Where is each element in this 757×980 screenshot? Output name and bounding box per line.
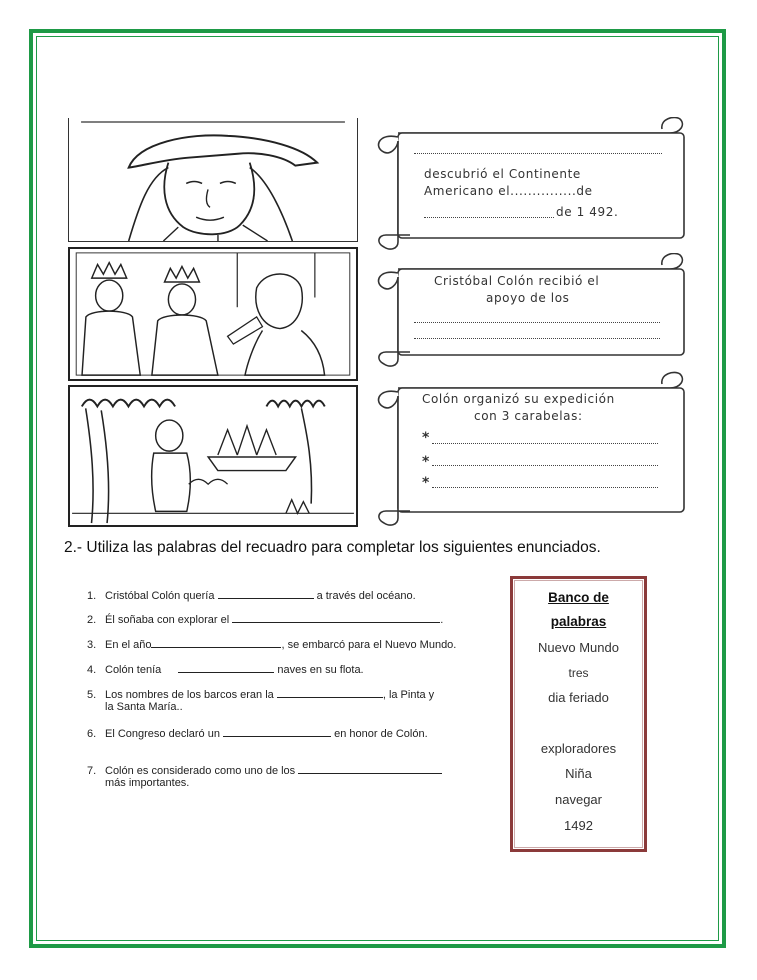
exercise-number: 1. [87,590,97,602]
exercise-text-after: naves en su flota. [277,664,364,676]
scroll-1-line-2: Americano el...............de [424,184,593,198]
columbus-portrait-image [68,118,358,242]
scroll-3-bullet-2: * [422,454,430,470]
scroll-3-blank-2[interactable] [432,465,658,466]
word-bank-title-line-1: Banco de [548,590,609,605]
exercise-item-5-continuation: la Santa María.. [105,701,183,713]
exercise-item-7 [87,764,442,777]
word-bank-word: exploradores [540,741,617,756]
scroll-3-line-1: Colón organizó su expedición [422,392,615,406]
exercise-blank[interactable] [178,663,274,673]
exercise-item-3 [87,638,456,651]
exercise-text-after: . [440,614,444,626]
word-bank-word: Nuevo Mundo [538,640,619,655]
scroll-2-blank-2[interactable] [414,338,660,339]
scroll-3-line-2: con 3 carabelas: [474,409,583,423]
exercise-blank[interactable] [151,638,281,648]
scroll-2-blank-1[interactable] [414,322,660,323]
exercise-item-6 [87,727,428,740]
scroll-2-line-2: apoyo de los [486,291,570,305]
exercise-item-5 [87,688,434,701]
exercise-number: 7. [87,765,97,777]
exercise-item-2 [87,613,443,626]
word-bank-word: tres [568,666,589,680]
exercise-number: 4. [87,664,97,676]
exercise-blank[interactable] [218,589,314,599]
exercise-text-before: El Congreso declaró un [105,728,220,740]
catholic-monarchs-drawing [70,249,356,379]
exercise-text-before: Cristóbal Colón quería [105,590,215,602]
scroll-card-3 [370,370,690,530]
exercise-number: 5. [87,689,97,701]
exercise-blank[interactable] [298,764,442,774]
word-bank-word: Niña [565,766,592,781]
scroll-card-2 [370,253,690,368]
catholic-monarchs-image [68,247,358,381]
instruction-text: 2.- Utiliza las palabras del recuadro para completar los siguientes enunciados. [64,539,601,556]
columbus-ships-image [68,385,358,527]
scroll-3-bullet-1: * [422,430,430,446]
columbus-ships-drawing [70,387,356,525]
exercise-text-after: a través del océano. [316,590,416,602]
scroll-3-blank-1[interactable] [432,443,658,444]
word-bank-word: dia feriado [548,690,609,705]
scroll-1-blank-1[interactable] [414,153,662,154]
word-bank-word: navegar [555,792,602,807]
scroll-3-bullet-3: * [422,475,430,491]
exercise-blank[interactable] [232,613,440,623]
exercise-blank[interactable] [277,688,383,698]
columbus-portrait-drawing [69,118,357,241]
exercise-number: 3. [87,639,97,651]
exercise-text-after: , la Pinta y [382,689,435,701]
exercise-item-1 [87,589,416,602]
scroll-1-blank-2[interactable] [424,217,554,218]
exercise-number: 2. [87,614,97,626]
exercise-text-before: En el año [105,639,152,651]
scroll-2-line-1: Cristóbal Colón recibió el [434,274,600,288]
exercise-number: 6. [87,728,97,740]
exercise-text-before: Él soñaba con explorar el [105,614,230,626]
scroll-card-1 [370,117,690,252]
exercise-item-7-continuation: más importantes. [105,777,190,789]
exercise-text-before: Colón es considerado como uno de los [105,765,296,777]
word-bank-title-line-2: palabras [550,614,607,629]
scroll-shape-2 [370,253,690,368]
exercise-text-after: , se embarcó para el Nuevo Mundo. [281,639,457,651]
exercise-text-before: Colón tenía [105,664,162,676]
exercise-blank[interactable] [223,727,331,737]
exercise-text-before: Los nombres de los barcos eran la [105,689,274,701]
scroll-3-blank-3[interactable] [432,487,658,488]
word-bank-word: 1492 [564,818,593,833]
exercise-text-after: en honor de Colón. [334,728,428,740]
scroll-1-line-3: de 1 492. [556,205,619,219]
scroll-1-line-1: descubrió el Continente [424,167,581,181]
exercise-item-4 [87,663,364,676]
